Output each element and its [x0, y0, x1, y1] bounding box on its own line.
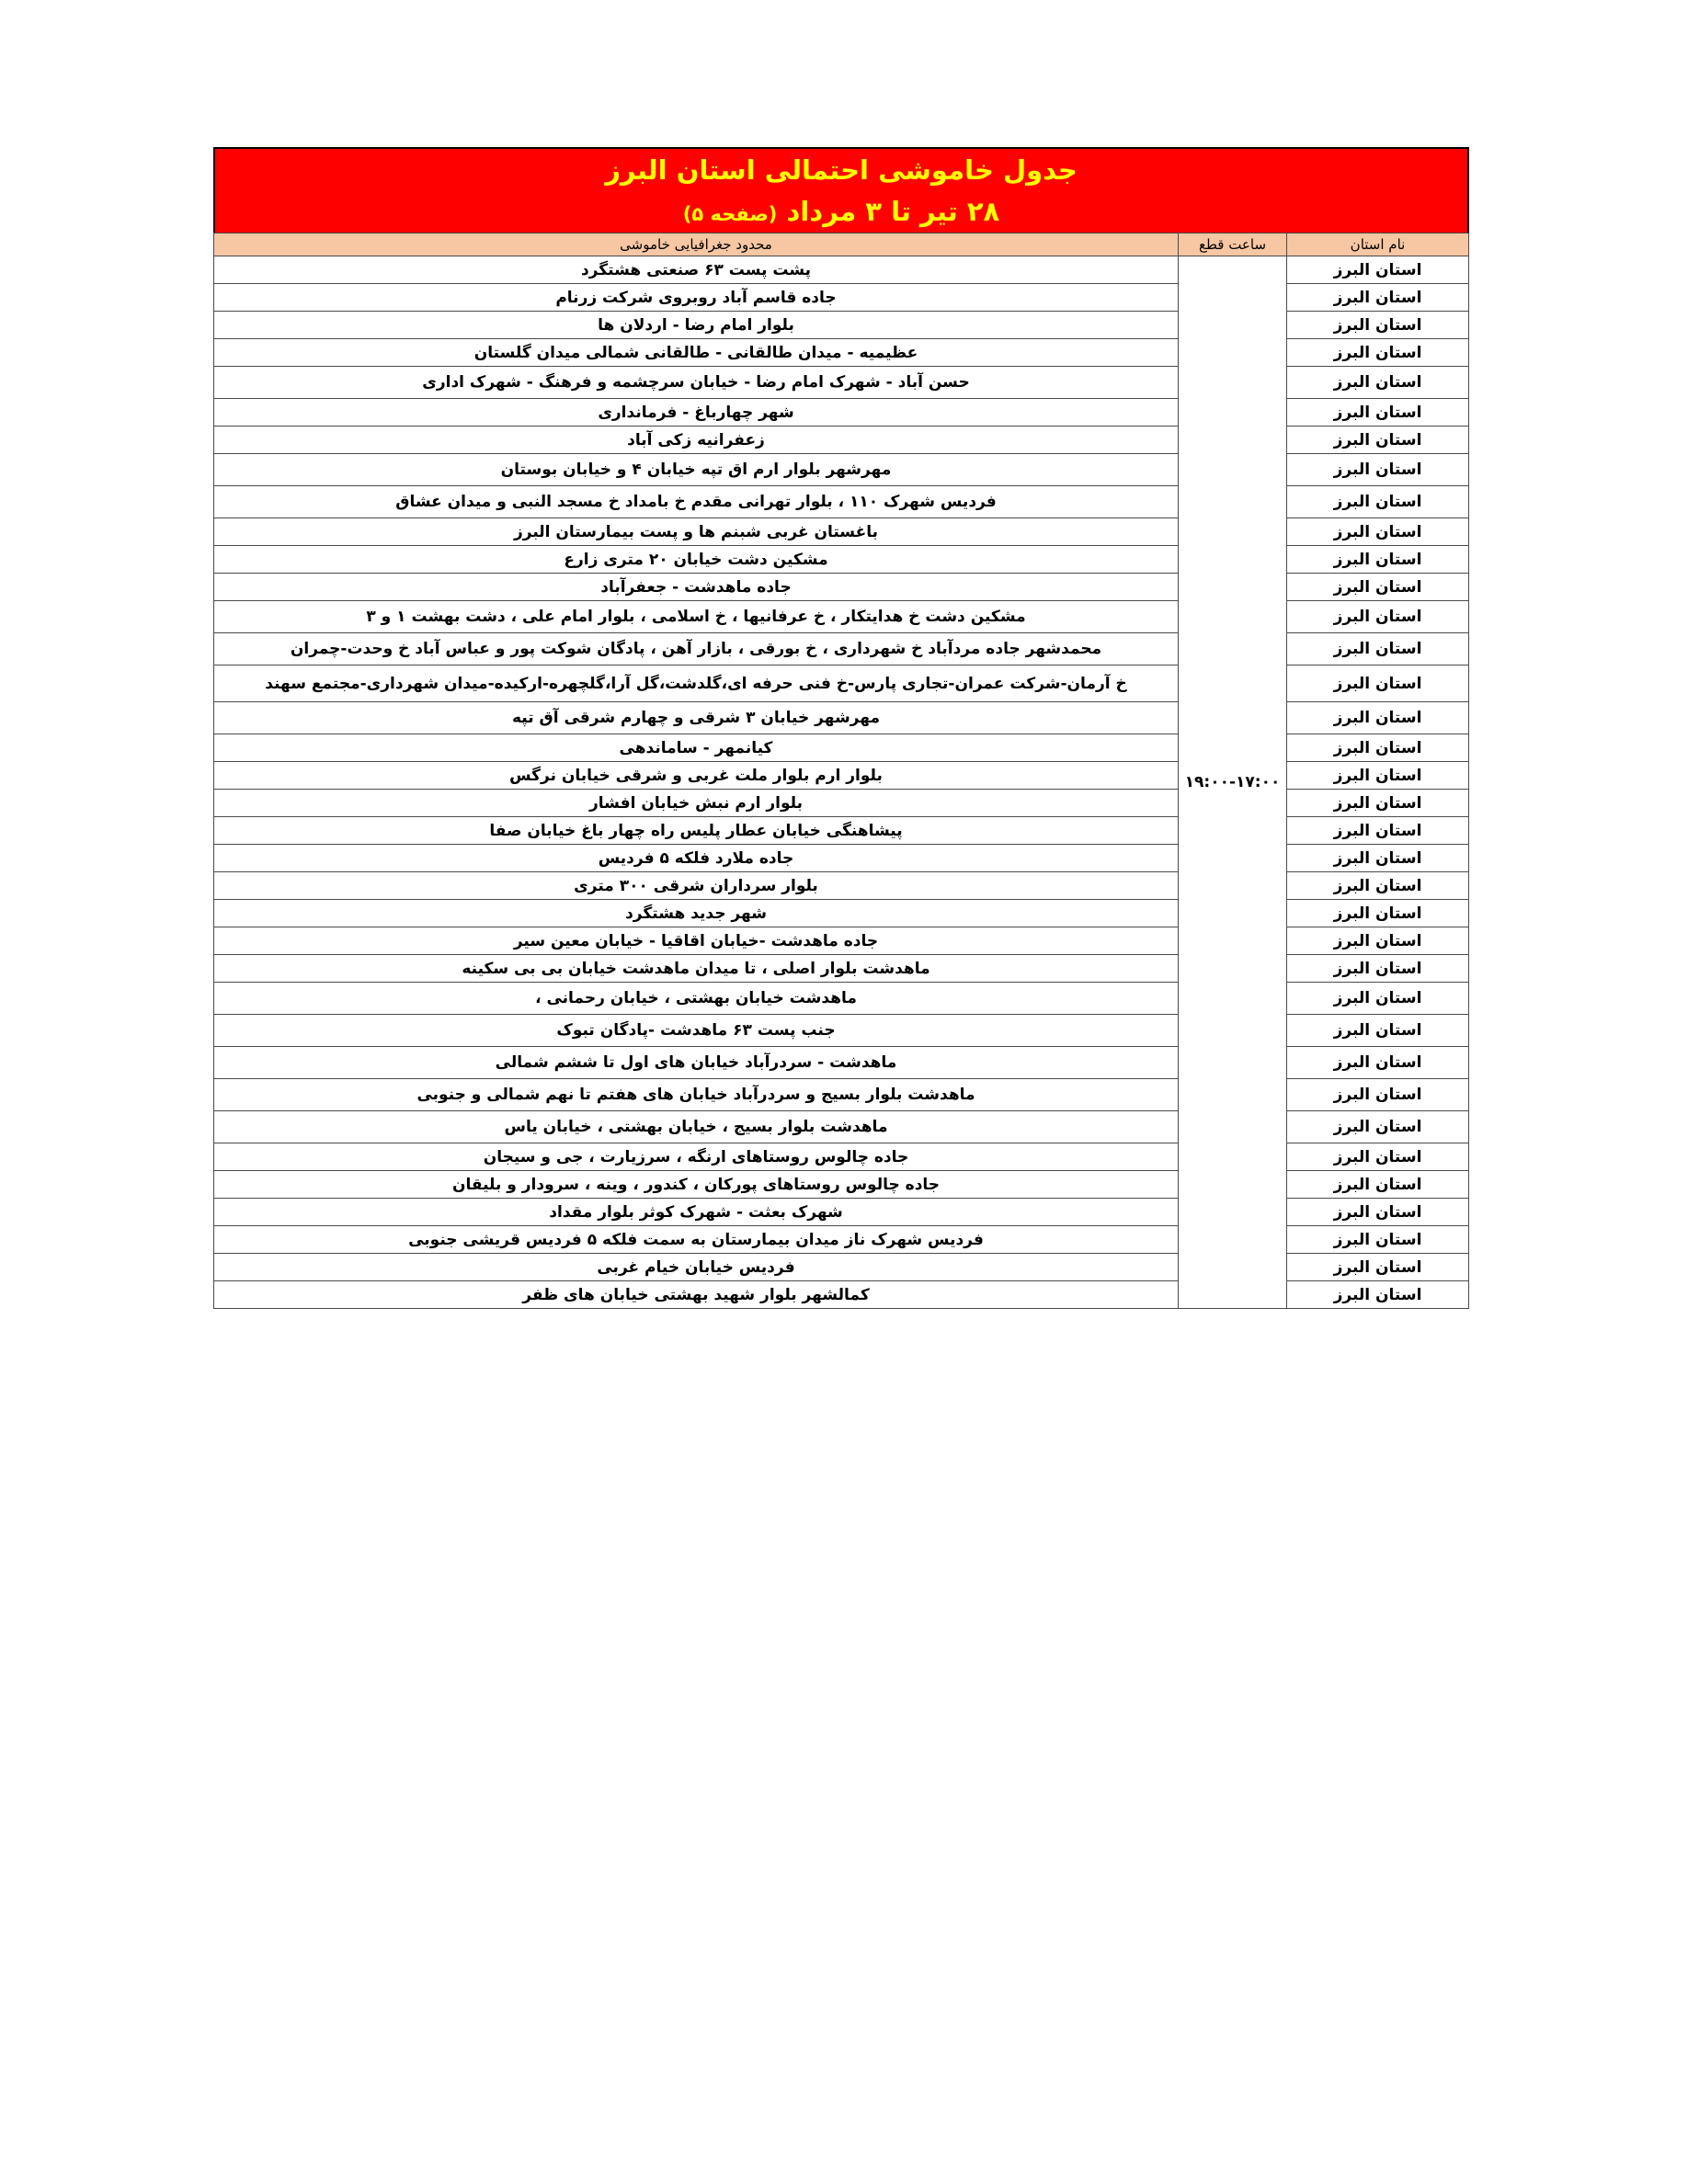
area-cell: محمدشهر جاده مردآباد خ شهرداری ، خ بورقی ، بازار آهن ، پادگان شوکت پور و عباس آباد خ وحدت-چمران: [214, 633, 1179, 665]
area-cell: باغستان غربی شبنم ها و پست بیمارستان البرز: [214, 518, 1179, 546]
outage-table: [213, 233, 1469, 1309]
area-cell: ماهدشت خیابان بهشتی ، خیابان رحمانی ،: [214, 983, 1179, 1015]
province-cell: استان البرز: [1287, 367, 1469, 399]
area-cell: حسن آباد - شهرک امام رضا - خیابان سرچشمه و فرهنگ - شهرک اداری: [214, 367, 1179, 399]
province-cell: استان البرز: [1287, 546, 1469, 574]
province-cell: استان البرز: [1287, 1226, 1469, 1254]
province-cell: استان البرز: [1287, 399, 1469, 427]
area-cell: فردیس شهرک ناز میدان بیمارستان به سمت فلکه ۵ فردیس قریشی جنوبی: [214, 1226, 1179, 1254]
province-cell: استان البرز: [1287, 1199, 1469, 1226]
province-cell: استان البرز: [1287, 1143, 1469, 1171]
province-cell: استان البرز: [1287, 734, 1469, 762]
province-cell: استان البرز: [1287, 1281, 1469, 1309]
area-cell: ماهدشت بلوار بسیج و سردرآباد خیابان های هفتم تا نهم شمالی و جنوبی: [214, 1079, 1179, 1111]
area-cell: بلوار ارم نبش خیابان افشار: [214, 790, 1179, 817]
area-cell: عظیمیه - میدان طالقانی - طالقانی شمالی میدان گلستان: [214, 339, 1179, 367]
province-cell: استان البرز: [1287, 518, 1469, 546]
header-province: نام استان: [1287, 233, 1469, 256]
area-cell: مشکین دشت خیابان ۲۰ متری زارع: [214, 546, 1179, 574]
area-cell: جاده ماهدشت - جعفرآباد: [214, 574, 1179, 601]
province-cell: استان البرز: [1287, 1254, 1469, 1281]
province-cell: استان البرز: [1287, 762, 1469, 790]
province-cell: استان البرز: [1287, 339, 1469, 367]
area-cell: شهر چهارباغ - فرمانداری: [214, 399, 1179, 427]
province-cell: استان البرز: [1287, 702, 1469, 734]
page-title: جدول خاموشی احتمالی استان البرز: [605, 154, 1078, 186]
area-cell: فردیس شهرک ۱۱۰ ، بلوار تهرانی مقدم خ بامداد خ مسجد النبی و میدان عشاق: [214, 486, 1179, 518]
area-cell: پیشاهنگی خیابان عطار پلیس راه چهار باغ خیابان صفا: [214, 817, 1179, 845]
area-cell: مهرشهر بلوار ارم اق تپه خیابان ۴ و خیابان بوستان: [214, 454, 1179, 486]
area-cell: کمالشهر بلوار شهید بهشتی خیابان های ظفر: [214, 1281, 1179, 1309]
province-cell: استان البرز: [1287, 872, 1469, 900]
province-cell: استان البرز: [1287, 427, 1469, 454]
area-cell: بلوار امام رضا - اردلان ها: [214, 312, 1179, 339]
province-cell: استان البرز: [1287, 454, 1469, 486]
province-cell: استان البرز: [1287, 900, 1469, 927]
area-cell: ماهدشت - سردرآباد خیابان های اول تا ششم شمالی: [214, 1047, 1179, 1079]
province-cell: استان البرز: [1287, 601, 1469, 633]
province-cell: استان البرز: [1287, 1079, 1469, 1111]
area-cell: خ آرمان-شرکت عمران-تجاری پارس-خ فنی حرفه ای،گلدشت،گل آرا،گلچهره-ارکیده-میدان شهرداری-مجتمع سهند: [214, 665, 1179, 702]
outage-time-cell: ۱۹:۰۰-۱۷:۰۰: [1179, 256, 1287, 1309]
area-cell: زعفرانیه زکی آباد: [214, 427, 1179, 454]
province-cell: استان البرز: [1287, 817, 1469, 845]
schedule-sheet: [213, 147, 1469, 1309]
area-cell: مهرشهر خیابان ۳ شرقی و چهارم شرقی آق تپه: [214, 702, 1179, 734]
province-cell: استان البرز: [1287, 790, 1469, 817]
area-cell: جاده قاسم آباد روبروی شرکت زرنام: [214, 284, 1179, 312]
area-cell: ماهدشت بلوار بسیج ، خیابان بهشتی ، خیابان یاس: [214, 1111, 1179, 1143]
page-number-label: (صفحه ۵): [682, 203, 778, 225]
province-cell: استان البرز: [1287, 927, 1469, 955]
province-cell: استان البرز: [1287, 983, 1469, 1015]
province-cell: استان البرز: [1287, 1047, 1469, 1079]
province-cell: استان البرز: [1287, 574, 1469, 601]
province-cell: استان البرز: [1287, 256, 1469, 284]
province-cell: استان البرز: [1287, 665, 1469, 702]
header-area: محدود جغرافیایی خاموشی: [214, 233, 1179, 256]
table-body: [214, 256, 1469, 1309]
area-cell: ماهدشت بلوار اصلی ، تا میدان ماهدشت خیابان بی بی سکینه: [214, 955, 1179, 983]
province-cell: استان البرز: [1287, 845, 1469, 872]
province-cell: استان البرز: [1287, 1015, 1469, 1047]
province-cell: استان البرز: [1287, 1111, 1469, 1143]
area-cell: بلوار ارم بلوار ملت غربی و شرقی خیابان نرگس: [214, 762, 1179, 790]
province-cell: استان البرز: [1287, 284, 1469, 312]
province-cell: استان البرز: [1287, 486, 1469, 518]
area-cell: پشت پست ۶۳ صنعتی هشتگرد: [214, 256, 1179, 284]
province-cell: استان البرز: [1287, 1171, 1469, 1199]
area-cell: جاده ملارد فلکه ۵ فردیس: [214, 845, 1179, 872]
date-range: ۲۸ تیر تا ۳ مرداد: [786, 196, 1000, 227]
header-time: ساعت قطع: [1179, 233, 1287, 256]
date-range-title: [215, 191, 1467, 234]
area-cell: شهر جدید هشتگرد: [214, 900, 1179, 927]
area-cell: بلوار سرداران شرقی ۳۰۰ متری: [214, 872, 1179, 900]
area-cell: مشکین دشت خ هدایتکار ، خ عرفانیها ، خ اسلامی ، بلوار امام علی ، دشت بهشت ۱ و ۳: [214, 601, 1179, 633]
area-cell: جاده چالوس روستاهای پورکان ، کندور ، وینه ، سرودار و بلیقان: [214, 1171, 1179, 1199]
area-cell: کیانمهر - ساماندهی: [214, 734, 1179, 762]
area-cell: شهرک بعثت - شهرک کوثر بلوار مقداد: [214, 1199, 1179, 1226]
area-cell: فردیس خیابان خیام غربی: [214, 1254, 1179, 1281]
province-cell: استان البرز: [1287, 633, 1469, 665]
table-header-row: [214, 233, 1469, 256]
title-banner: [213, 147, 1469, 233]
province-cell: استان البرز: [1287, 312, 1469, 339]
area-cell: جاده ماهدشت -خیابان اقاقیا - خیابان معین سیر: [214, 927, 1179, 955]
table-row: [214, 256, 1469, 284]
area-cell: جاده چالوس روستاهای ارنگه ، سرزیارت ، جی و سیجان: [214, 1143, 1179, 1171]
province-cell: استان البرز: [1287, 955, 1469, 983]
area-cell: جنب پست ۶۳ ماهدشت -پادگان تبوک: [214, 1015, 1179, 1047]
